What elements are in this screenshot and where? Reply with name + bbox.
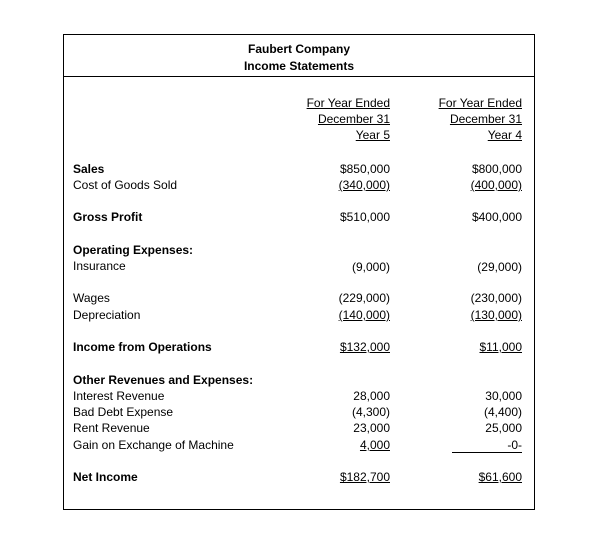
col-year4-line1: For Year Ended	[438, 96, 522, 110]
section-other-revenues: Other Revenues and Expenses:	[73, 373, 254, 387]
row-insurance-year4: (29,000)	[477, 260, 522, 274]
row-interest-year4: 30,000	[485, 389, 522, 403]
row-bad-debt-year4: (4,400)	[483, 405, 522, 419]
row-income-ops-label: Income from Operations	[73, 340, 212, 354]
col-year4-line2: December 31	[449, 112, 522, 126]
row-gain-year5: 4,000	[359, 438, 390, 452]
row-sales-year5: $850,000	[339, 162, 390, 176]
row-depreciation-year5: (140,000)	[338, 308, 390, 322]
row-cogs-label: Cost of Goods Sold	[73, 178, 178, 192]
col-year5-line2: December 31	[317, 112, 390, 126]
section-operating-expenses: Operating Expenses:	[73, 243, 194, 257]
row-interest-label: Interest Revenue	[73, 389, 165, 403]
row-income-ops-year4: $11,000	[479, 340, 522, 354]
row-wages-year4: (230,000)	[470, 291, 522, 305]
row-sales-year4: $800,000	[471, 162, 522, 176]
header-divider	[63, 76, 535, 77]
row-depreciation-label: Depreciation	[73, 308, 141, 322]
statement-title: Income Statements	[243, 59, 355, 73]
col-year4-line3: Year 4	[487, 128, 522, 142]
row-net-income-year5: $182,700	[339, 470, 390, 484]
row-rent-year4: 25,000	[485, 421, 522, 435]
row-income-ops-year5: $132,000	[339, 340, 390, 354]
col-year5-line3: Year 5	[355, 128, 390, 142]
row-depreciation-year4: (130,000)	[470, 308, 522, 322]
row-bad-debt-year5: (4,300)	[351, 405, 390, 419]
row-cogs-year5: (340,000)	[338, 178, 390, 192]
row-gross-profit-label: Gross Profit	[73, 210, 143, 224]
row-net-income-year4: $61,600	[478, 470, 522, 484]
row-net-income-label: Net Income	[73, 470, 138, 484]
row-bad-debt-label: Bad Debt Expense	[73, 405, 174, 419]
gain-year4-underline	[452, 452, 522, 453]
row-gross-profit-year4: $400,000	[471, 210, 522, 224]
row-gain-year4: -0-	[507, 438, 522, 452]
row-gross-profit-year5: $510,000	[339, 210, 390, 224]
row-rent-label: Rent Revenue	[73, 421, 150, 435]
row-rent-year5: 23,000	[353, 421, 390, 435]
row-wages-label: Wages	[73, 291, 110, 305]
row-sales-label: Sales	[73, 162, 105, 176]
row-wages-year5: (229,000)	[338, 291, 390, 305]
row-insurance-label: Insurance	[73, 259, 126, 273]
company-title: Faubert Company	[247, 42, 350, 56]
row-gain-label: Gain on Exchange of Machine	[73, 438, 234, 452]
col-year5-line1: For Year Ended	[306, 96, 390, 110]
row-cogs-year4: (400,000)	[470, 178, 522, 192]
row-interest-year5: 28,000	[353, 389, 390, 403]
row-insurance-year5: (9,000)	[351, 260, 390, 274]
